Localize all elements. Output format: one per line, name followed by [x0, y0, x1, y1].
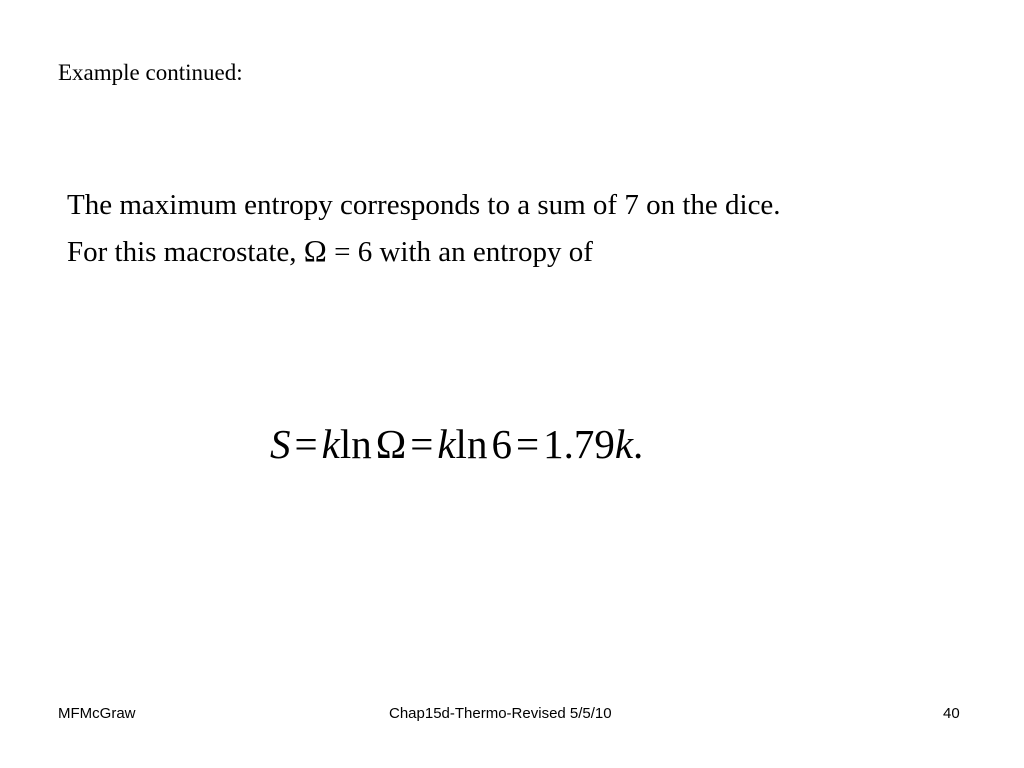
equation-ln-1: ln	[339, 421, 372, 467]
equation-equals-3: =	[515, 421, 540, 467]
footer-author: MFMcGraw	[58, 705, 136, 722]
slide-title: Example continued:	[58, 60, 243, 85]
equation-entropy-symbol: S	[270, 421, 291, 467]
equation-equals-1: =	[294, 421, 318, 467]
equation-period: .	[633, 421, 644, 467]
equation-boltzmann-constant-1: k	[321, 421, 340, 467]
equation-value: 1.79	[543, 421, 615, 467]
equation-boltzmann-constant-2: k	[437, 421, 456, 467]
equation-boltzmann-constant-3: k	[614, 421, 634, 467]
body-line-2-prefix: For this macrostate,	[67, 236, 304, 268]
entropy-equation	[270, 416, 643, 472]
footer-chapter: Chap15d-Thermo-Revised 5/5/10	[389, 705, 612, 722]
equation-ln-2: ln	[455, 421, 488, 467]
equation-equals-2: =	[410, 421, 434, 467]
body-line-2-suffix: = 6 with an entropy of	[326, 236, 593, 268]
equation-omega: Ω	[375, 421, 407, 467]
body-line-2	[67, 228, 781, 275]
body-text	[67, 183, 781, 275]
body-line-1: The maximum entropy corresponds to a sum of 7 on the dice.	[67, 189, 781, 221]
equation-six: 6	[491, 421, 512, 467]
footer-page-number: 40	[943, 705, 960, 722]
omega-symbol: Ω	[303, 233, 327, 268]
